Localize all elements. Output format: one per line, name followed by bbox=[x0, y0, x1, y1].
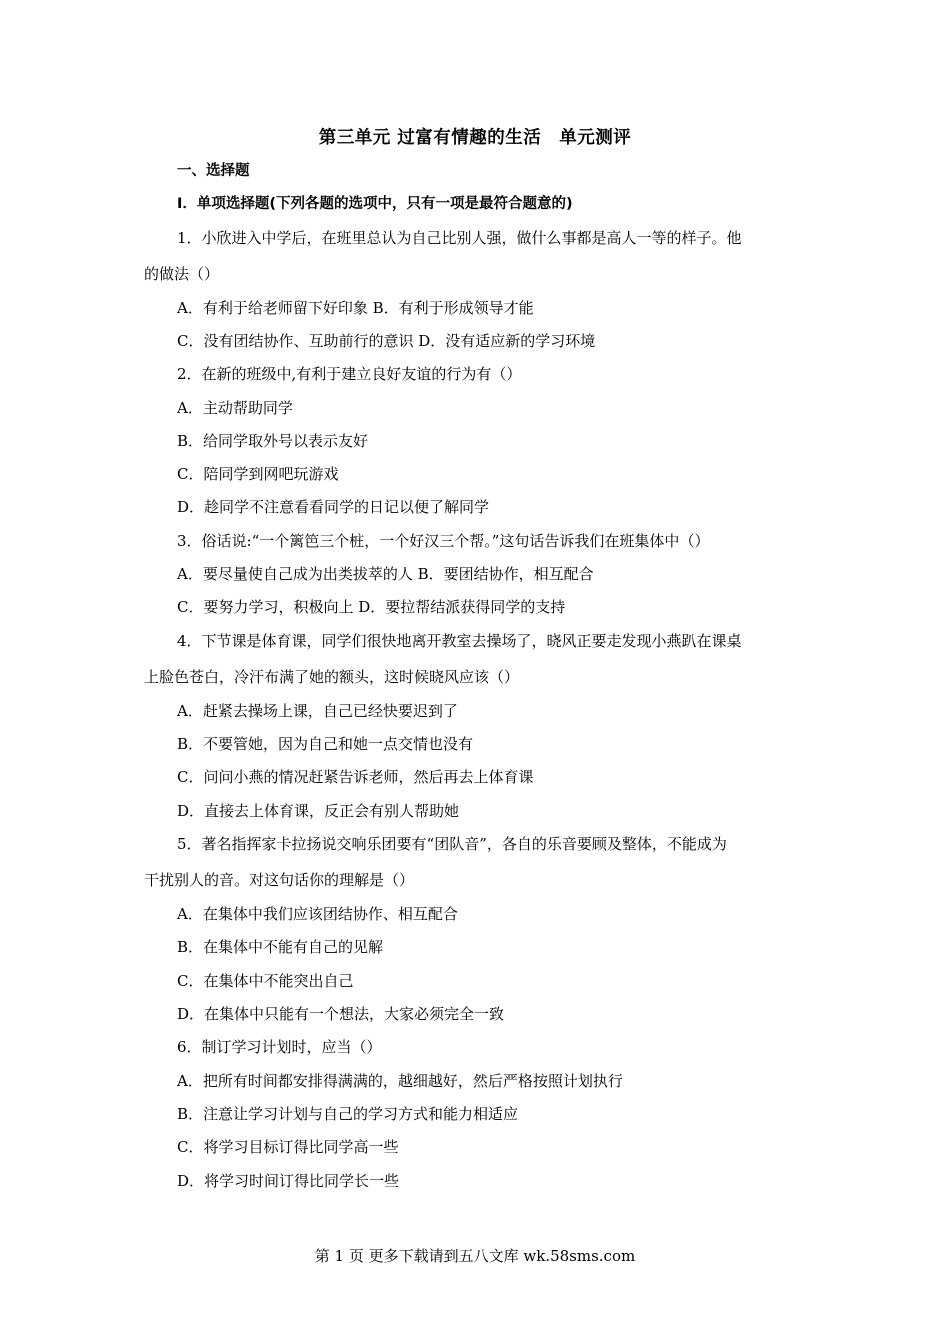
question-2-option: A．主动帮助同学 bbox=[177, 399, 293, 417]
question-4-option: B．不要管她，因为自己和她一点交情也没有 bbox=[177, 735, 474, 753]
question-4-option: C．问问小燕的情况赶紧告诉老师，然后再去上体育课 bbox=[177, 768, 534, 786]
question-2-option: D．趁同学不注意看看同学的日记以便了解同学 bbox=[177, 498, 490, 516]
question-1-stem: 1．小欣进入中学后，在班里总认为自己比别人强，做什么事都是高人一等的样子。他 bbox=[177, 229, 742, 247]
question-5-option: C．在集体中不能突出自己 bbox=[177, 972, 354, 990]
question-5-option: B．在集体中不能有自己的见解 bbox=[177, 938, 384, 956]
question-1-stem-cont: 的做法（） bbox=[144, 265, 220, 283]
question-2-option: B．给同学取外号以表示友好 bbox=[177, 432, 369, 450]
question-6-option: C．将学习目标订得比同学高一些 bbox=[177, 1138, 399, 1156]
question-4-stem-cont: 上脸色苍白，冷汗布满了她的额头，这时候晓风应该（） bbox=[144, 668, 520, 686]
subsection-heading: Ⅰ．单项选择题(下列各题的选项中，只有一项是最符合题意的) bbox=[177, 196, 573, 212]
question-5-stem: 5．著名指挥家卡拉扬说交响乐团要有“团队音”，各自的乐音要顾及整体，不能成为 bbox=[177, 835, 727, 853]
question-2-option: C．陪同学到网吧玩游戏 bbox=[177, 465, 339, 483]
question-5-option: A．在集体中我们应该团结协作、相互配合 bbox=[177, 905, 458, 923]
section-heading: 一、选择题 bbox=[177, 163, 250, 179]
question-3-stem: 3．俗话说:“一个篱笆三个桩，一个好汉三个帮。”这句话告诉我们在班集体中（） bbox=[177, 532, 710, 550]
question-3-option: A．要尽量使自己成为出类拔萃的人 B．要团结协作，相互配合 bbox=[177, 565, 594, 583]
page-footer: 第 1 页 更多下载请到五八文库 wk.58sms.com bbox=[314, 1247, 636, 1265]
question-6-option: A．把所有时间都安排得满满的，越细越好，然后严格按照计划执行 bbox=[177, 1072, 623, 1090]
question-6-stem: 6．制订学习计划时，应当（） bbox=[177, 1038, 382, 1056]
question-5-stem-cont: 干扰别人的音。对这句话你的理解是（） bbox=[144, 871, 415, 889]
question-6-option: B．注意让学习计划与自己的学习方式和能力相适应 bbox=[177, 1105, 519, 1123]
question-6-option: D．将学习时间订得比同学长一些 bbox=[177, 1172, 400, 1190]
question-1-option: A．有利于给老师留下好印象 B．有利于形成领导才能 bbox=[177, 299, 534, 317]
page-title: 第三单元 过富有情趣的生活 单元测评 bbox=[318, 128, 632, 148]
question-2-stem: 2．在新的班级中,有利于建立良好友谊的行为有（） bbox=[177, 365, 522, 383]
question-3-option: C．要努力学习，积极向上 D．要拉帮结派获得同学的支持 bbox=[177, 598, 566, 616]
question-5-option: D．在集体中只能有一个想法，大家必须完全一致 bbox=[177, 1005, 505, 1023]
question-4-option: D．直接去上体育课，反正会有别人帮助她 bbox=[177, 802, 460, 820]
question-4-option: A．赶紧去操场上课，自己已经快要迟到了 bbox=[177, 702, 458, 720]
question-1-option: C．没有团结协作、互助前行的意识 D．没有适应新的学习环境 bbox=[177, 332, 596, 350]
question-4-stem: 4．下节课是体育课，同学们很快地离开教室去操场了，晓风正要走发现小燕趴在课桌 bbox=[177, 632, 742, 650]
